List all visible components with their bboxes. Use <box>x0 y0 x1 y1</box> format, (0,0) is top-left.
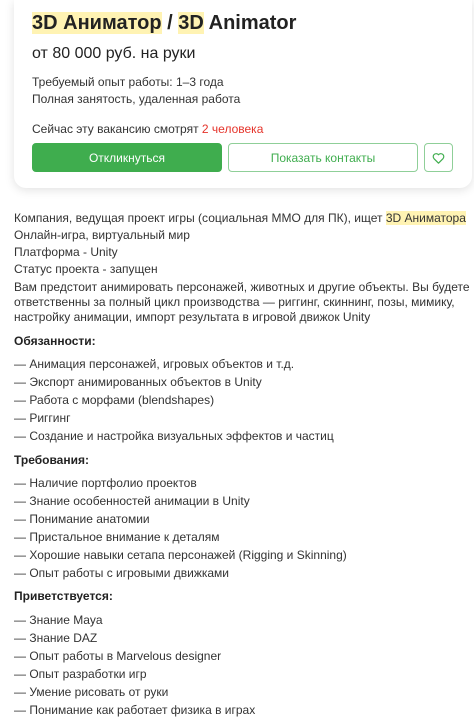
viewers-count: 2 человека <box>201 122 264 136</box>
show-contacts-button[interactable]: Показать контакты <box>228 143 418 172</box>
list-item: — Опыт работы с игровыми движками <box>14 566 230 580</box>
vacancy-title <box>32 12 296 35</box>
intro-line-1 <box>14 211 466 225</box>
list-item: — Опыт работы в Marvelous designer <box>14 649 222 663</box>
list-item: — Знание особенностей анимации в Unity <box>14 494 250 508</box>
title-separator: / <box>161 12 179 34</box>
intro-line-1-prefix: Компания, ведущая проект игры (социальная ММО для ПК), ищет <box>14 211 386 225</box>
apply-button[interactable]: Откликнуться <box>32 143 222 172</box>
intro-line-3: Платформа - Unity <box>14 245 118 259</box>
viewers-info <box>32 122 263 136</box>
list-item: — Риггинг <box>14 411 71 425</box>
intro-line-2: Онлайн-игра, виртуальный мир <box>14 228 190 242</box>
experience: Требуемый опыт работы: 1–3 года <box>32 75 224 89</box>
list-item: — Понимание анатомии <box>14 512 150 526</box>
list-item: — Экспорт анимированных объектов в Unity <box>14 375 262 389</box>
list-item: — Знание Maya <box>14 613 103 627</box>
list-item: — Опыт разработки игр <box>14 667 147 681</box>
list-item: — Работа с морфами (blendshapes) <box>14 393 215 407</box>
title-highlight-2: 3D <box>178 12 204 34</box>
list-item: — Наличие портфолио проектов <box>14 476 197 490</box>
list-item: — Понимание как работает физика в играх <box>14 703 256 717</box>
requirements-heading: Требования: <box>14 453 89 467</box>
list-item: — Знание DAZ <box>14 631 98 645</box>
intro-line-4: Статус проекта - запущен <box>14 262 158 276</box>
favorite-button[interactable] <box>424 143 453 172</box>
intro-line-1-highlight: 3D Аниматора <box>385 211 466 225</box>
welcome-heading: Приветствуется: <box>14 589 113 603</box>
list-item: — Анимация персонажей, игровых объектов и т.д. <box>14 357 295 371</box>
title-rest: Animator <box>203 12 297 34</box>
list-item: — Хорошие навыки сетапа персонажей (Rigging и Skinning) <box>14 548 347 562</box>
role-paragraph: Вам предстоит анимировать персонажей, животных и другие объекты. Вы будете ответственны за полный цикл производства — риггинг, скиннинг, позы, мимику, настройку анимации, импорт результата в игровой движок Unity <box>14 280 470 324</box>
heart-icon <box>432 152 445 164</box>
employment-type: Полная занятость, удаленная работа <box>32 92 241 106</box>
title-highlight-1: 3D Аниматор <box>32 12 162 34</box>
duties-heading: Обязанности: <box>14 334 96 348</box>
list-item: — Пристальное внимание к деталям <box>14 530 220 544</box>
salary: от 80 000 руб. на руки <box>32 45 196 62</box>
list-item: — Умение рисовать от руки <box>14 685 169 699</box>
viewers-prefix: Сейчас эту вакансию смотрят <box>32 122 202 136</box>
list-item: — Создание и настройка визуальных эффектов и частиц <box>14 429 334 443</box>
